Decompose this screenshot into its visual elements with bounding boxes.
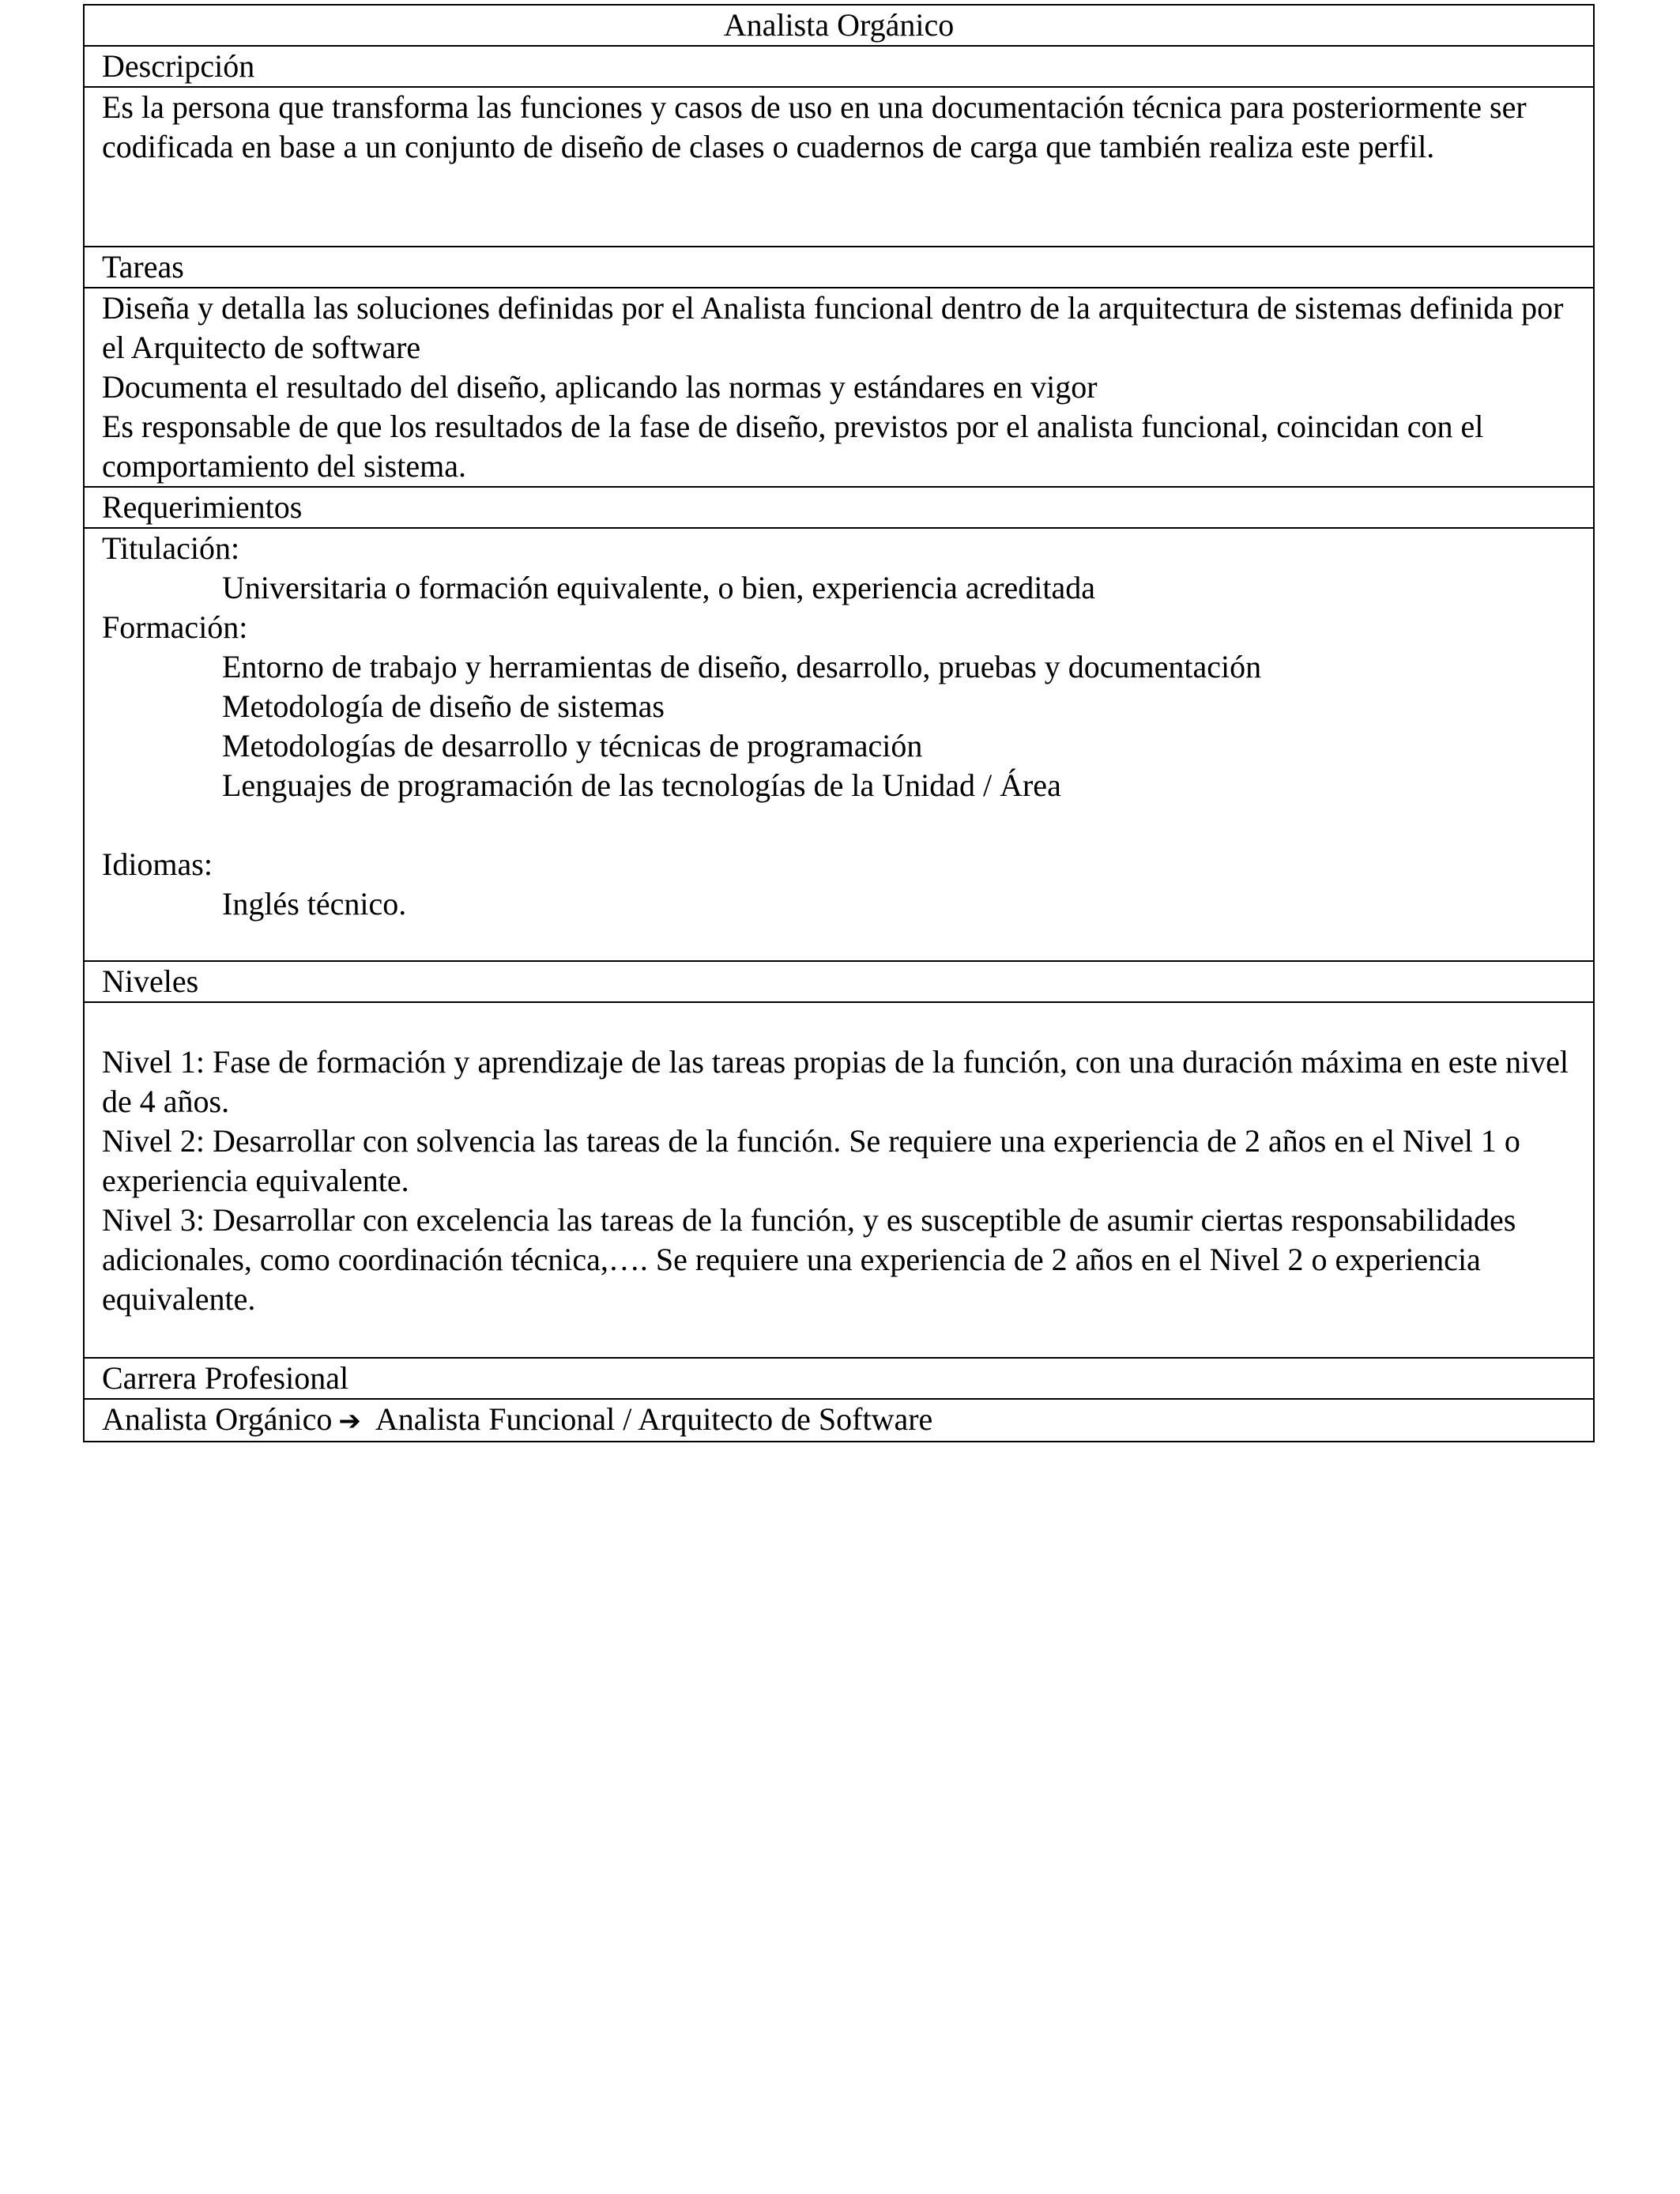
descripcion-body-row xyxy=(84,87,1594,247)
title-row xyxy=(84,5,1594,46)
descripcion-text: Es la persona que transforma las funciones y casos de uso en una documentación técnica para posteriormente ser codificada en base a un conjunto de diseño de clases o cuadernos de carga que también realiza este perfil. xyxy=(102,89,1527,164)
requerimientos-header-row xyxy=(84,487,1594,528)
carrera-header-row xyxy=(84,1358,1594,1399)
carrera-body xyxy=(84,1399,1594,1442)
requerimientos-body-row xyxy=(84,528,1594,961)
formacion-label: Formación: xyxy=(102,609,248,645)
descripcion-header: Descripción xyxy=(84,46,1594,87)
tarea-item: Es responsable de que los resultados de la fase de diseño, previstos por el analista funcional, coincidan con el comportamiento del sistema. xyxy=(102,409,1484,484)
arrow-right-icon: ➔ xyxy=(338,1405,361,1437)
tareas-body xyxy=(84,288,1594,487)
niveles-header-row xyxy=(84,961,1594,1002)
document-title: Analista Orgánico xyxy=(84,5,1594,46)
job-profile-table xyxy=(83,4,1595,1442)
descripcion-body xyxy=(84,87,1594,247)
formacion-item: Lenguajes de programación de las tecnologías de la Unidad / Área xyxy=(222,767,1061,803)
carrera-body-row xyxy=(84,1399,1594,1442)
niveles-body xyxy=(84,1002,1594,1358)
tarea-item: Documenta el resultado del diseño, aplicando las normas y estándares en vigor xyxy=(102,369,1098,405)
titulacion-item: Universitaria o formación equivalente, o bien, experiencia acreditada xyxy=(222,570,1096,605)
tareas-header: Tareas xyxy=(84,247,1594,288)
requerimientos-header: Requerimientos xyxy=(84,487,1594,528)
tareas-body-row xyxy=(84,288,1594,487)
descripcion-header-row xyxy=(84,46,1594,87)
formacion-item: Metodologías de desarrollo y técnicas de programación xyxy=(222,728,923,763)
nivel-item: Nivel 3: Desarrollar con excelencia las tareas de la función, y es susceptible de asumir ciertas responsabilidades adicionales, como coordinación técnica,…. Se requiere una experiencia de 2 años en el Nivel 2 o experiencia equivalente. xyxy=(102,1202,1516,1317)
titulacion-label: Titulación: xyxy=(102,530,240,566)
formacion-item: Entorno de trabajo y herramientas de diseño, desarrollo, pruebas y documentación xyxy=(222,649,1262,684)
requerimientos-body xyxy=(84,528,1594,961)
niveles-body-row xyxy=(84,1002,1594,1358)
idiomas-label: Idiomas: xyxy=(102,846,213,882)
spacer xyxy=(102,805,1576,845)
carrera-header: Carrera Profesional xyxy=(84,1358,1594,1399)
tarea-item: Diseña y detalla las soluciones definidas por el Analista funcional dentro de la arquitectura de sistemas definida por el Arquitecto de software xyxy=(102,290,1564,365)
nivel-item: Nivel 1: Fase de formación y aprendizaje de las tareas propias de la función, con una duración máxima en este nivel de 4 años. xyxy=(102,1044,1569,1119)
idiomas-item: Inglés técnico. xyxy=(222,886,407,922)
niveles-header: Niveles xyxy=(84,961,1594,1002)
tareas-header-row xyxy=(84,247,1594,288)
carrera-from: Analista Orgánico xyxy=(102,1401,333,1437)
spacer xyxy=(102,1003,1576,1042)
carrera-to: Analista Funcional / Arquitecto de Software xyxy=(375,1401,933,1437)
formacion-item: Metodología de diseño de sistemas xyxy=(222,688,665,724)
nivel-item: Nivel 2: Desarrollar con solvencia las tareas de la función. Se requiere una experiencia de 2 años en el Nivel 1 o experiencia equivalente. xyxy=(102,1123,1520,1198)
